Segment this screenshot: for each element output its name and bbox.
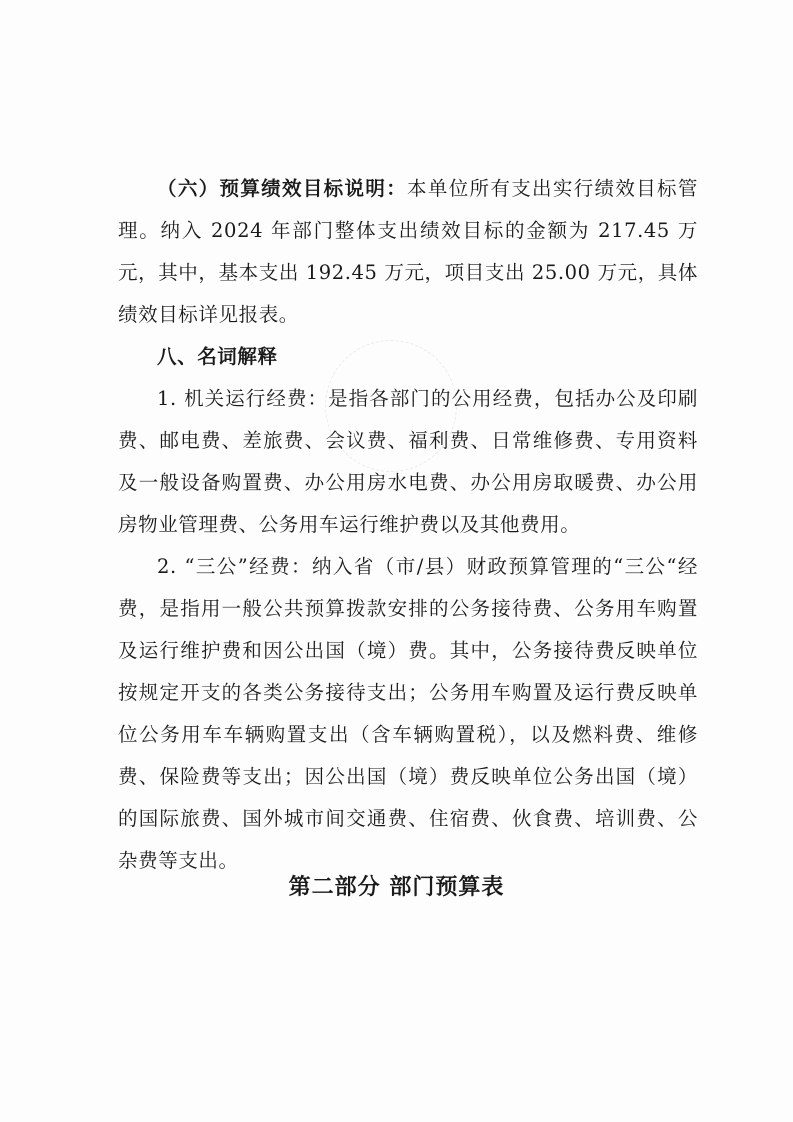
performance-body: 本单位所有支出实行绩效目标管理。纳入 2024 年部门整体支出绩效目标的金额为 217.45 万元，其中，基本支出 192.45 万元，项目支出 25.00 万元，具体绩效目标详见报表。: [118, 177, 698, 326]
performance-paragraph: [118, 168, 698, 336]
glossary-item-1: 1. 机关运行经费：是指各部门的公用经费，包括办公及印刷费、邮电费、差旅费、会议费、福利费、日常维修费、专用资料及一般设备购置费、办公用房水电费、办公用房取暖费、办公用房物业管理费、公务用车运行维护费以及其他费用。: [118, 387, 698, 536]
document-body: [118, 168, 698, 882]
glossary-item-2: 2. “三公”经费：纳入省（市/县）财政预算管理的“三公“经费，是指用一般公共预算拨款安排的公务接待费、公务用车购置及运行维护费和因公出国（境）费。其中，公务接待费反映单位按规定开支的各类公务接待支出；公务用车购置及运行费反映单位公务用车车辆购置支出（含车辆购置税），以及燃料费、维修费、保险费等支出；因公出国（境）费反映单位公务出国（境）的国际旅费、国外城市间交通费、住宿费、伙食费、培训费、公杂费等支出。: [118, 555, 698, 872]
glossary-heading: 八、名词解释: [157, 345, 278, 368]
performance-lead: （六）预算绩效目标说明：: [157, 177, 408, 200]
section-title: 第二部分 部门预算表: [288, 874, 505, 900]
